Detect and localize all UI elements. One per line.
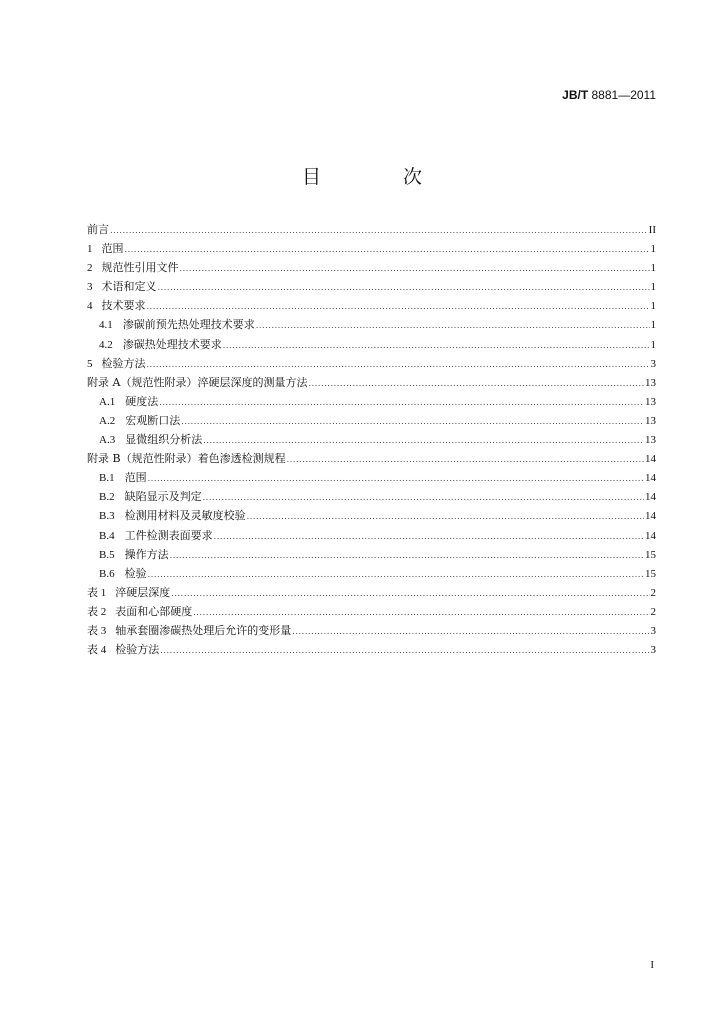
- toc-entry-page: 15: [645, 548, 656, 561]
- toc-entry-title: 检验方法: [115, 643, 160, 657]
- toc-entry-title: 表面和心部硬度: [115, 604, 193, 618]
- toc-entry-title: 范围: [124, 471, 147, 485]
- toc-entry-number: 3: [87, 281, 93, 294]
- toc-entry-page: 14: [645, 472, 656, 485]
- toc-entry[interactable]: [87, 430, 656, 449]
- dot-leader: [148, 565, 644, 584]
- toc-entry-page: 3: [650, 357, 656, 370]
- toc-entry-page: 1: [650, 319, 656, 332]
- toc-entry-page: 1: [650, 243, 656, 256]
- toc-entry-title: 技术要求: [101, 299, 146, 313]
- toc-entry-number: 4.1: [99, 319, 113, 332]
- dot-leader: [147, 297, 650, 316]
- toc-entry-number: B.6: [99, 567, 115, 580]
- toc-entry-label: [87, 640, 159, 660]
- toc-entry-number: 表 3: [87, 624, 107, 637]
- toc-entry-title: 检验方法: [101, 356, 146, 370]
- toc-entry-page: 1: [650, 300, 656, 313]
- dot-leader: [158, 278, 650, 297]
- dot-leader: [203, 431, 644, 450]
- toc-entry-label: [99, 315, 255, 335]
- dot-leader: [223, 336, 650, 355]
- toc-entry[interactable]: [87, 239, 656, 258]
- toc-entry-page: 1: [650, 338, 656, 351]
- toc-entry-number: 4.2: [99, 338, 113, 351]
- standard-number: 8881—2011: [591, 88, 656, 102]
- toc-entry[interactable]: [87, 354, 656, 373]
- toc-entry[interactable]: [87, 602, 656, 621]
- toc-entry-label: [87, 583, 170, 603]
- toc-entry-title: 渗碳前预先热处理技术要求: [122, 318, 255, 332]
- dot-leader: [256, 316, 650, 335]
- toc-entry-number: 表 2: [87, 605, 107, 618]
- toc-entry[interactable]: [87, 487, 656, 506]
- dot-leader: [308, 374, 644, 393]
- dot-leader: [287, 450, 644, 469]
- toc-entry-title: 轴承套圈渗碳热处理后允许的变形量: [115, 623, 292, 637]
- toc-entry[interactable]: [87, 545, 656, 564]
- standard-code: [562, 88, 656, 102]
- toc-entry[interactable]: [87, 506, 656, 525]
- toc-entry-title: 检验: [124, 566, 147, 580]
- toc-entry-label: [99, 487, 202, 507]
- toc-entry-label: [99, 430, 202, 450]
- toc-entry-title: 术语和定义: [101, 280, 157, 294]
- toc-entry-label: [87, 354, 146, 374]
- toc-entry-page: 3: [650, 624, 656, 637]
- toc-entry-label: [87, 220, 109, 239]
- toc-entry-number: B.5: [99, 548, 115, 561]
- toc-entry-page: 14: [645, 491, 656, 504]
- toc-entry-page: 1: [650, 281, 656, 294]
- page-number: I: [650, 959, 654, 971]
- toc-entry-label: [99, 392, 158, 412]
- toc-entry-number: A.3: [99, 434, 116, 447]
- toc-entry-number: B.2: [99, 491, 115, 504]
- dot-leader: [148, 469, 644, 488]
- toc-entry[interactable]: [87, 373, 656, 392]
- toc-entry-title: 操作方法: [124, 547, 169, 561]
- toc-entry-title: 显微组织分析法: [125, 433, 203, 447]
- toc-entry-page: 3: [650, 644, 656, 657]
- toc-entry-page: 13: [645, 434, 656, 447]
- toc-entry-title: 硬度法: [125, 394, 159, 408]
- toc-entry-title: 宏观断口法: [125, 413, 181, 427]
- toc-entry-label: [87, 621, 291, 641]
- toc-entry-label: [99, 411, 180, 431]
- toc-entry-label: [87, 373, 307, 392]
- page-title: 目 次: [301, 166, 461, 188]
- toc-entry[interactable]: [87, 258, 656, 277]
- toc-entry-label: [99, 564, 147, 584]
- toc-entry[interactable]: [87, 583, 656, 602]
- toc-entry-number: B.4: [99, 529, 115, 542]
- toc-entry-page: 13: [645, 395, 656, 408]
- toc-entry-label: [87, 277, 157, 297]
- toc-entry-title: 渗碳热处理技术要求: [122, 337, 222, 351]
- toc-entry-number: 表 4: [87, 644, 107, 657]
- toc-entry-title: 工件检测表面要求: [124, 528, 213, 542]
- toc-entry[interactable]: [87, 468, 656, 487]
- toc-entry-number: A.2: [99, 414, 116, 427]
- toc-entry[interactable]: [87, 640, 656, 659]
- toc-entry[interactable]: [87, 392, 656, 411]
- toc-entry[interactable]: [87, 411, 656, 430]
- toc-entry[interactable]: [87, 296, 656, 315]
- dot-leader: [125, 240, 650, 259]
- toc-entry[interactable]: [87, 220, 656, 239]
- toc-entry-number: 2: [87, 262, 93, 275]
- toc-entry-title: 缺陷显示及判定: [124, 490, 202, 504]
- toc-entry-page: 13: [645, 376, 656, 389]
- toc-entry-number: 5: [87, 357, 93, 370]
- toc-entry-label: [87, 296, 146, 316]
- toc-entry-label: [87, 602, 192, 622]
- toc-entry-page: 2: [650, 605, 656, 618]
- standard-prefix: JB/T: [562, 88, 589, 102]
- dot-leader: [171, 584, 649, 603]
- toc-entry-title: 附录 B（规范性附录）着色渗透检测规程: [87, 452, 286, 466]
- toc-entry[interactable]: [87, 449, 656, 468]
- table-of-contents: [87, 220, 656, 659]
- toc-entry-number: 1: [87, 243, 93, 256]
- toc-entry-title: 检测用材料及灵敏度校验: [124, 509, 246, 523]
- dot-leader: [193, 603, 649, 622]
- dot-leader: [203, 488, 644, 507]
- toc-entry-title: 规范性引用文件: [101, 261, 179, 275]
- toc-entry[interactable]: [87, 315, 656, 334]
- toc-entry-number: 4: [87, 300, 93, 313]
- toc-entry-page: 2: [650, 586, 656, 599]
- toc-entry-title: 范围: [101, 242, 124, 256]
- toc-entry-label: [99, 506, 246, 526]
- dot-leader: [147, 355, 650, 374]
- dot-leader: [247, 507, 644, 526]
- dot-leader: [292, 622, 649, 641]
- toc-entry[interactable]: [87, 526, 656, 545]
- toc-entry-page: 15: [645, 567, 656, 580]
- toc-entry-number: B.3: [99, 510, 115, 523]
- toc-entry-title: 附录 A（规范性附录）淬硬层深度的测量方法: [87, 375, 308, 389]
- toc-entry-number: 表 1: [87, 586, 107, 599]
- toc-entry-label: [99, 335, 222, 355]
- toc-entry-page: II: [648, 224, 656, 236]
- toc-entry-label: [99, 545, 169, 565]
- toc-entry-page: 14: [645, 453, 656, 466]
- toc-entry-title: 前言: [87, 223, 109, 236]
- toc-entry-label: [87, 449, 286, 468]
- toc-entry-number: B.1: [99, 472, 115, 485]
- toc-entry[interactable]: [87, 621, 656, 640]
- dot-leader: [181, 412, 644, 431]
- toc-entry-label: [87, 239, 124, 259]
- toc-entry[interactable]: [87, 335, 656, 354]
- toc-entry-number: A.1: [99, 395, 116, 408]
- toc-entry-label: [99, 526, 213, 546]
- dot-leader: [170, 546, 644, 565]
- toc-entry-page: 14: [645, 529, 656, 542]
- dot-leader: [214, 527, 644, 546]
- toc-entry-label: [87, 258, 179, 278]
- dot-leader: [160, 641, 649, 660]
- dot-leader: [159, 393, 644, 412]
- toc-entry-label: [99, 468, 147, 488]
- toc-entry[interactable]: [87, 277, 656, 296]
- toc-entry-page: 1: [650, 262, 656, 275]
- toc-entry-page: 14: [645, 510, 656, 523]
- toc-entry-page: 13: [645, 414, 656, 427]
- toc-entry-title: 淬硬层深度: [115, 585, 171, 599]
- dot-leader: [180, 259, 650, 278]
- toc-entry[interactable]: [87, 564, 656, 583]
- dot-leader: [110, 221, 648, 240]
